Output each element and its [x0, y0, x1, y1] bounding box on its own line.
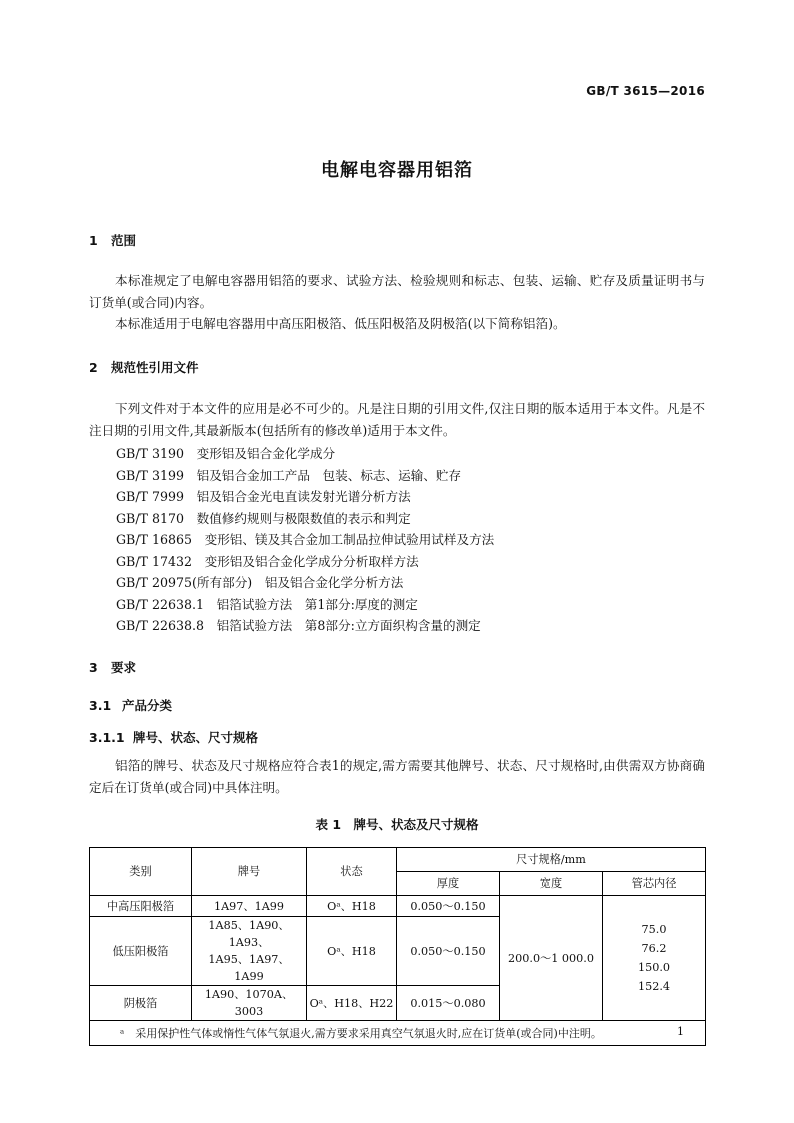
reference-item: GB/T 17432 变形铝及铝合金化学成分分析取样方法: [116, 554, 419, 569]
reference-item: GB/T 22638.1 铝箔试验方法 第1部分:厚度的测定: [116, 597, 418, 612]
grade-line: 1A85、1A90、1A93、: [208, 919, 290, 949]
cell-width: 200.0～1 000.0: [500, 896, 603, 1021]
cell-temper: Oᵃ、H18、H22: [307, 986, 397, 1021]
section-2-intro: 下列文件对于本文件的应用是必不可少的。凡是注日期的引用文件,仅注日期的版本适用于本文件。凡是不注日期的引用文件,其最新版本(包括所有的修改单)适用于本文件。: [89, 401, 705, 438]
cell-category: 阴极箔: [90, 986, 192, 1021]
header-category: 类别: [90, 848, 192, 896]
document-title: 电解电容器用铝箔: [321, 160, 473, 181]
reference-item: GB/T 7999 铝及铝合金光电直读发射光谱分析方法: [116, 489, 411, 504]
cell-grade: [192, 917, 307, 986]
section-2-heading: [89, 358, 199, 376]
section-3-heading: [89, 658, 136, 676]
table-caption: 表 1 牌号、状态及尺寸规格: [315, 817, 479, 832]
header-core-diameter: 管芯内径: [603, 872, 706, 896]
spec-table: [89, 847, 706, 1046]
cell-core-diameters: [603, 896, 706, 1021]
header-temper: 状态: [307, 848, 397, 896]
section-2-title: 规范性引用文件: [111, 360, 199, 375]
cell-temper: Oᵃ、H18: [307, 917, 397, 986]
section-3-1-heading: [89, 696, 172, 714]
reference-item: GB/T 3190 变形铝及铝合金化学成分: [116, 446, 336, 461]
header-grade: 牌号: [192, 848, 307, 896]
section-3-1-1-number: 3.1.1: [89, 730, 125, 745]
section-1-paragraph-2: 本标准适用于电解电容器用中高压阳极箔、低压阳极箔及阴极箔(以下简称铝箔)。: [115, 316, 566, 331]
section-1-number: 1: [89, 233, 98, 248]
cell-thickness: 0.015～0.080: [397, 986, 500, 1021]
section-3-number: 3: [89, 660, 98, 675]
cell-category: 中高压阳极箔: [90, 896, 192, 917]
cell-thickness: 0.050～0.150: [397, 896, 500, 917]
section-3-1-title: 产品分类: [122, 698, 173, 713]
page-number: 1: [677, 1025, 684, 1038]
core-diameter-value: 150.0: [638, 961, 671, 974]
cell-category: 低压阳极箔: [90, 917, 192, 986]
reference-item: GB/T 20975(所有部分) 铝及铝合金化学分析方法: [116, 575, 404, 590]
core-diameter-value: 152.4: [638, 980, 671, 993]
section-1-title: 范围: [111, 233, 137, 248]
section-2-number: 2: [89, 360, 98, 375]
reference-item: GB/T 22638.8 铝箔试验方法 第8部分:立方面织构含量的测定: [116, 618, 481, 633]
reference-item: GB/T 16865 变形铝、镁及其合金加工制品拉伸试验用试样及方法: [116, 532, 495, 547]
header-thickness: 厚度: [397, 872, 500, 896]
core-diameter-value: 75.0: [641, 923, 667, 936]
section-3-1-number: 3.1: [89, 698, 112, 713]
cell-grade: 1A97、1A99: [192, 896, 307, 917]
section-1-paragraph-1: 本标准规定了电解电容器用铝箔的要求、试验方法、检验规则和标志、包装、运输、贮存及质量证明书与订货单(或合同)内容。: [89, 273, 705, 310]
cell-temper: Oᵃ、H18: [307, 896, 397, 917]
core-diameter-value: 76.2: [641, 942, 667, 955]
table-row: [90, 896, 706, 917]
grade-line: 1A95、1A97、1A99: [208, 953, 290, 983]
table-footnote: ᵃ 采用保护性气体或惰性气体气氛退火,需方要求采用真空气氛退火时,应在订货单(或合同)中注明。: [90, 1021, 706, 1046]
cell-thickness: 0.050～0.150: [397, 917, 500, 986]
section-3-title: 要求: [111, 660, 137, 675]
header-width: 宽度: [500, 872, 603, 896]
header-size-group: 尺寸规格/mm: [397, 848, 706, 872]
section-1-heading: [89, 231, 136, 249]
standard-code: GB/T 3615—2016: [586, 84, 705, 98]
reference-item: GB/T 8170 数值修约规则与极限数值的表示和判定: [116, 511, 411, 526]
section-3-1-1-heading: [89, 728, 258, 746]
cell-grade: 1A90、1070A、3003: [192, 986, 307, 1021]
reference-item: GB/T 3199 铝及铝合金加工产品 包装、标志、运输、贮存: [116, 468, 462, 483]
section-3-1-1-title: 牌号、状态、尺寸规格: [133, 730, 259, 745]
section-3-1-1-paragraph: 铝箔的牌号、状态及尺寸规格应符合表1的规定,需方需要其他牌号、状态、尺寸规格时,由供需双方协商确定后在订货单(或合同)中具体注明。: [89, 758, 705, 795]
